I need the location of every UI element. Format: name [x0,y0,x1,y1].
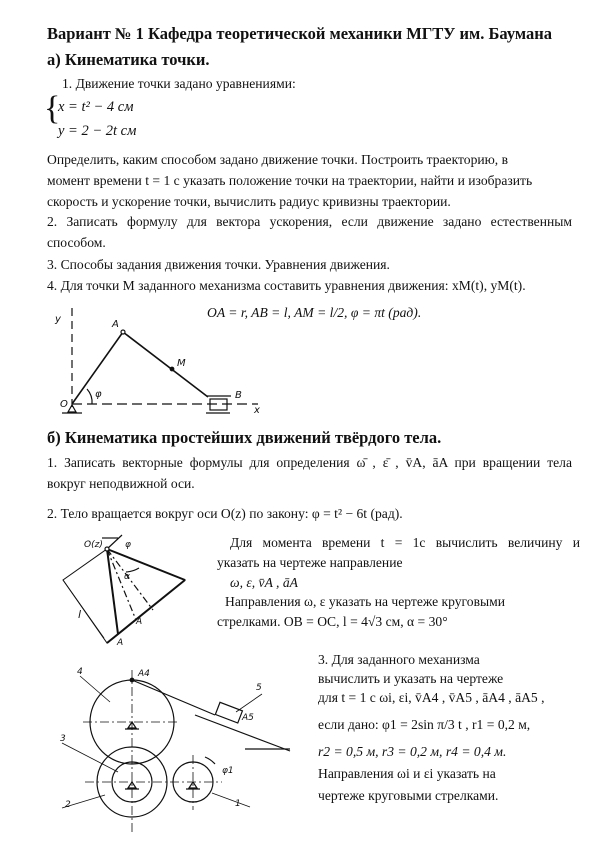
task-b3-line: 3. Для заданного механизма [318,652,480,667]
equation-y: y = 2 − 2t см [58,123,137,139]
task-b2-line: ω, ε, v̄A , āA [230,575,298,590]
crank-slider-figure [62,308,258,413]
fig3-label-3: 3 [60,734,66,744]
task-a1-line: Определить, каким способом задано движение точки. Построить траекторию, в [47,152,509,167]
task-b2-line: Для момента времени t = 1c вычислить величину и [230,535,580,550]
fig3-label-a5: A5 [242,713,254,723]
fig3-label-2: 2 [65,800,71,810]
section-b-heading: б) Кинематика простейших движений твёрдого тела. [47,428,442,447]
fig2-label-a1: A [117,638,124,648]
task-b3-line: Направления ωi и εi указать на [318,766,496,781]
fig3-label-a4: A4 [138,669,150,679]
task-b1-line: 1. Записать векторные формулы для определения ω̄ , ε̄ , v̄A, āA при вращении тела [47,455,572,470]
gear-mechanism-figure [62,670,290,833]
task-b3-line: для t = 1 c ωi, εi, v̄A4 , v̄A5 , āA4 , āA5 , [318,690,545,705]
fig3-label-phi1: φ1 [222,766,234,776]
task-a3: 3. Способы задания движения точки. Уравнения движения. [47,257,390,272]
fig2-label-a2: A [136,617,143,627]
section-a-heading: а) Кинематика точки. [47,50,210,69]
fig-label-o: O [60,399,68,410]
fig3-label-5: 5 [256,683,262,693]
fig-label-b: B [235,390,242,401]
page-title: Вариант № 1 Кафедра теоретической механики МГТУ им. Баумана [47,24,552,43]
mechanism-given: OA = r, AB = l, AM = l/2, φ = πt (рад). [207,305,422,320]
fig3-label-4: 4 [77,667,83,677]
fig-label-x: x [254,405,260,416]
task-a1-line: скорость и ускорение точки, вычислить радиус кривизны траектории. [47,194,451,209]
task-b3-line: чертеже круговыми стрелками. [318,788,499,803]
fig2-label-l: l [78,608,82,621]
fig-label-phi: φ [95,389,102,400]
task-b2-line: указать на чертеже направление [217,555,403,570]
fig3-label-1: 1 [235,799,241,809]
task-a2-line: способом. [47,235,106,250]
task-a1-intro: 1. Движение точки задано уравнениями: [62,76,296,91]
task-b3-line: r2 = 0,5 м, r3 = 0,2 м, r4 = 0,4 м. [318,744,507,759]
equation-x: x = t² − 4 см [58,99,134,115]
fig-label-a: A [112,319,119,330]
task-a2-line: 2. Записать формулу для вектора ускорения, если движение задано естественным [47,214,572,229]
task-b3-line: вычислить и указать на чертеже [318,671,504,686]
fig-label-m: M [177,358,186,369]
task-a4: 4. Для точки M заданного механизма составить уравнения движения: xM(t), yM(t). [47,278,526,293]
rotating-body-figure [63,535,185,643]
task-b2-line: Направления ω, ε указать на чертеже круговыми [225,594,505,609]
fig-label-y: y [55,314,61,325]
task-b1-line: вокруг неподвижной оси. [47,476,195,491]
task-b3-line: если дано: φ1 = 2sin π/3 t , r1 = 0,2 м, [318,717,531,732]
task-b2: 2. Тело вращается вокруг оси O(z) по закону: φ = t² − 6t (рад). [47,506,403,521]
fig2-label-phi: φ [125,540,131,550]
task-b2-line: стрелками. OB = OC, l = 4√3 см, α = 30° [217,614,448,629]
fig2-label-o: O(z) [84,540,103,550]
fig2-label-alpha: α [124,572,130,582]
system-brace: { [44,90,61,127]
task-a1-line: момент времени t = 1 с указать положение точки на траектории, найти и изобразить [47,173,533,188]
